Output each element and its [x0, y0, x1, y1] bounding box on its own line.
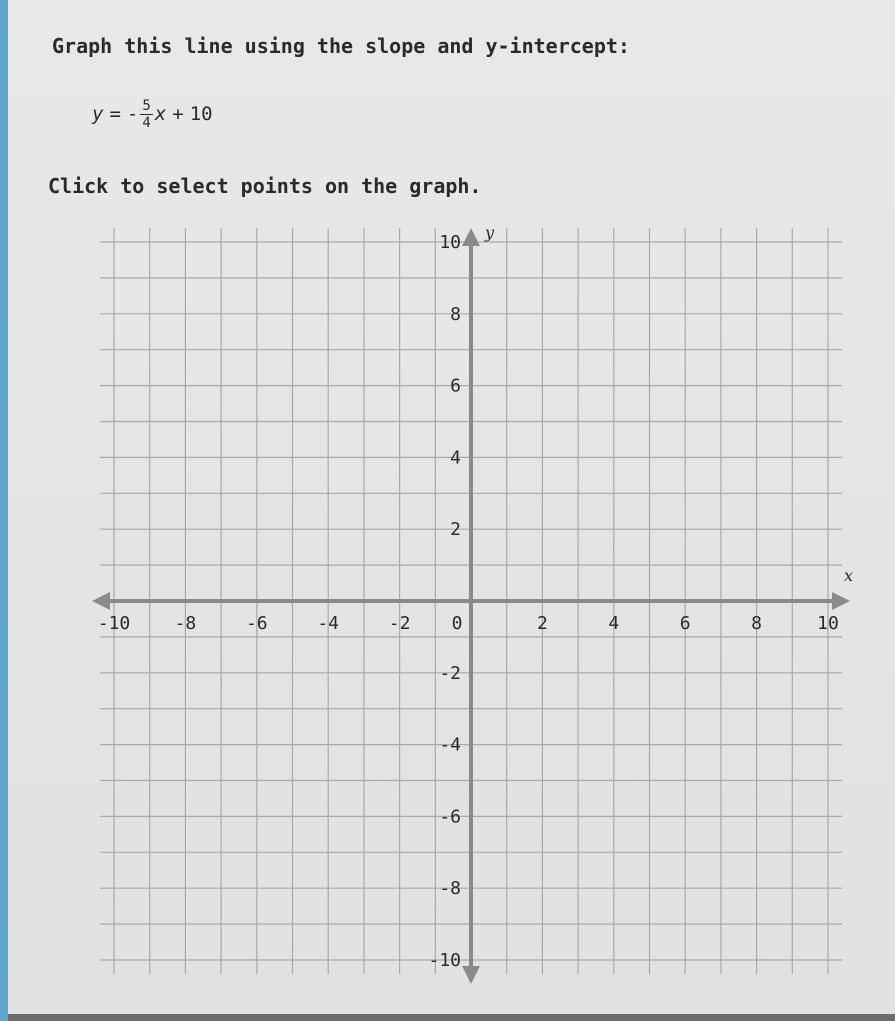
slope-denominator: 4	[142, 114, 151, 131]
question-prompt: Graph this line using the slope and y-intercept:	[52, 34, 630, 58]
x-tick-label: 0	[451, 613, 463, 634]
y-tick-label: -6	[439, 806, 461, 828]
equation-lhs: y	[92, 103, 104, 125]
equation-constant: 10	[189, 103, 213, 125]
equation-plus: +	[172, 103, 184, 125]
x-tick-label: 4	[608, 613, 620, 634]
x-axis-label: x	[844, 566, 854, 585]
y-tick-label: 6	[450, 375, 461, 397]
slope-numerator: 5	[142, 97, 151, 114]
x-axis-left-arrow-icon	[92, 592, 110, 610]
x-tick-label: -2	[388, 613, 411, 634]
y-tick-label: 8	[450, 303, 461, 325]
equation-variable: x	[154, 103, 167, 125]
x-tick-label: -4	[317, 613, 340, 634]
x-tick-label: 10	[817, 613, 839, 634]
x-tick-label: 2	[536, 613, 548, 634]
x-tick-label: 6	[679, 613, 691, 634]
instruction-text: Click to select points on the graph.	[48, 174, 482, 198]
y-axis-down-arrow-icon	[462, 966, 480, 984]
x-tick-label: -8	[174, 613, 197, 634]
x-tick-label: 8	[751, 613, 763, 634]
y-axis-up-arrow-icon	[462, 228, 480, 246]
y-tick-label: -2	[439, 662, 461, 684]
equation-equals: =	[109, 103, 121, 125]
x-tick-label: -10	[97, 613, 131, 634]
y-tick-label: 2	[450, 519, 461, 541]
equation-sign: -	[126, 103, 139, 125]
y-tick-label: 10	[439, 232, 461, 253]
y-tick-label: 4	[450, 447, 461, 469]
axes	[92, 228, 850, 984]
x-tick-label: -6	[245, 613, 268, 634]
footer-bar	[8, 1014, 895, 1021]
y-tick-label: -10	[428, 950, 461, 971]
y-tick-label: -4	[439, 734, 461, 756]
y-axis-label: y	[485, 223, 495, 242]
tick-labels	[98, 223, 853, 971]
x-axis-right-arrow-icon	[832, 592, 850, 610]
y-tick-label: -8	[439, 878, 461, 900]
